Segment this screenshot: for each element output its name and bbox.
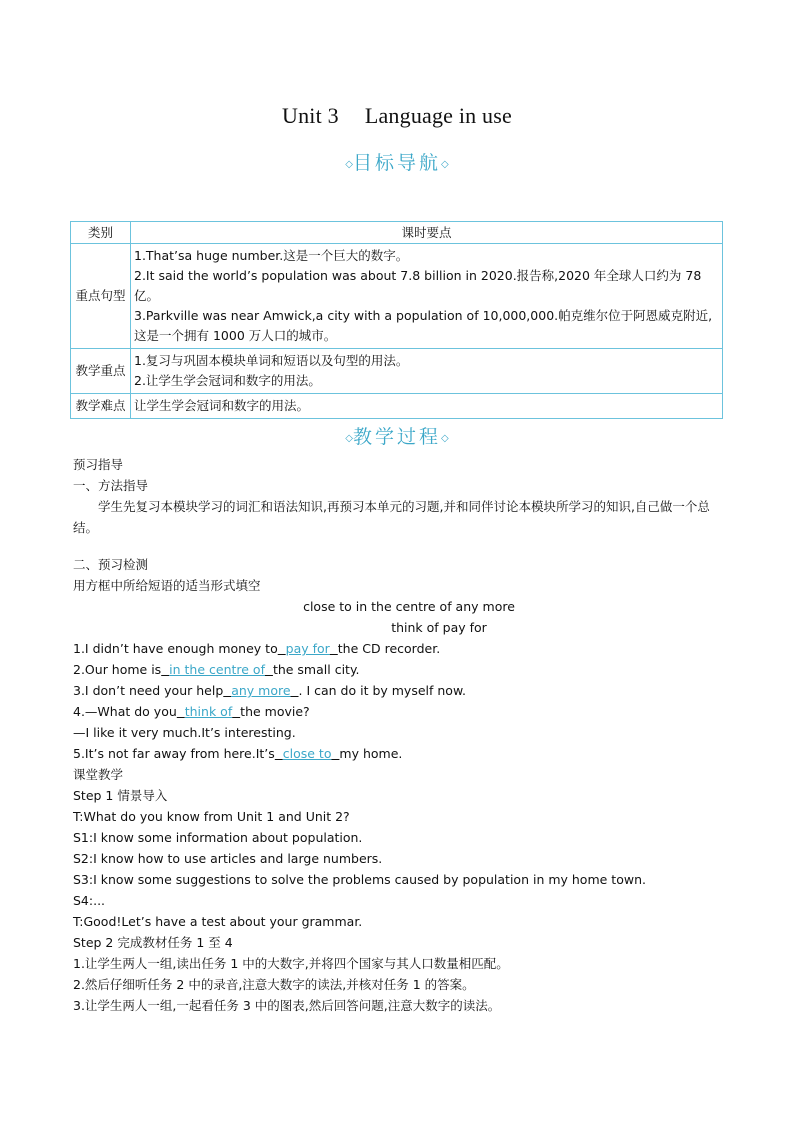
question-text: 3.I don’t need your help — [73, 683, 224, 698]
answer-text: pay for — [285, 641, 330, 656]
row-label: 教学重点 — [71, 349, 131, 394]
lesson-body — [73, 454, 725, 1016]
word-box-line-2: think of pay for — [391, 620, 487, 635]
answer-text: in the centre of — [169, 662, 265, 677]
question-text: the small city. — [272, 662, 360, 677]
preview-heading: 预习指导 — [73, 457, 124, 472]
answer-text: any more — [231, 683, 291, 698]
diamond-icon: ◇ — [441, 433, 449, 444]
question-text: 5.It’s not far away from here.It’s — [73, 746, 275, 761]
step-1-title: Step 1 情景导入 — [73, 788, 168, 803]
dialog-line: S1:I know some information about population. — [73, 830, 363, 845]
preview-check-title: 二、预习检测 — [73, 557, 149, 572]
exercise-instruction: 用方框中所给短语的适当形式填空 — [73, 578, 261, 593]
dialog-line: S4:... — [73, 893, 106, 908]
exercise-question-3 — [73, 680, 725, 701]
question-text: 4.—What do you — [73, 704, 177, 719]
row-line: 3.Parkville was near Amwick,a city with a population of 10,000,000.帕克维尔位于阿恩威克附近,这是一个拥有 1000 万人口的城市。 — [134, 308, 713, 343]
lesson-points-table — [70, 221, 723, 419]
row-content — [131, 394, 723, 419]
question-text: my home. — [339, 746, 403, 761]
table-row — [71, 349, 723, 394]
dialog-line: T:What do you know from Unit 1 and Unit 2? — [73, 809, 350, 824]
task-item: 1.让学生两人一组,读出任务 1 中的大数字,并将四个国家与其人口数量相匹配。 — [73, 956, 509, 971]
row-line: 让学生学会冠词和数字的用法。 — [134, 398, 310, 413]
title-main: Language in use — [364, 103, 512, 128]
dialog-line: S2:I know how to use articles and large numbers. — [73, 851, 383, 866]
classroom-heading: 课堂教学 — [73, 767, 124, 782]
dialog-line: T:Good!Let’s have a test about your grammar. — [73, 914, 363, 929]
exercise-question-4 — [73, 701, 725, 722]
table-row — [71, 394, 723, 419]
question-text: . I can do it by myself now. — [298, 683, 467, 698]
question-text: the CD recorder. — [337, 641, 441, 656]
question-text: 1.I didn’t have enough money to — [73, 641, 278, 656]
header-category: 类别 — [71, 222, 131, 244]
task-item: 2.然后仔细听任务 2 中的录音,注意大数字的读法,并核对任务 1 的答案。 — [73, 977, 475, 992]
document-title — [0, 103, 794, 129]
diamond-icon: ◇ — [441, 159, 449, 170]
section-heading-process — [0, 422, 794, 449]
dialog-line: S3:I know some suggestions to solve the problems caused by population in my home town. — [73, 872, 646, 887]
row-label: 教学难点 — [71, 394, 131, 419]
answer-text: think of — [184, 704, 233, 719]
exercise-question-5 — [73, 743, 725, 764]
table-header-row — [71, 222, 723, 244]
exercise-question-2 — [73, 659, 725, 680]
section-title: 教学过程 — [352, 426, 441, 448]
exercise-question-4-reply: —I like it very much.It’s interesting. — [73, 725, 296, 740]
row-line: 1.That’sa huge number.这是一个巨大的数字。 — [134, 248, 409, 263]
task-item: 3.让学生两人一组,一起看任务 3 中的图表,然后回答问题,注意大数字的读法。 — [73, 998, 501, 1013]
step-2-title: Step 2 完成教材任务 1 至 4 — [73, 935, 233, 950]
row-line: 2.让学生学会冠词和数字的用法。 — [134, 373, 321, 388]
answer-text: close to — [282, 746, 332, 761]
method-guide-title: 一、方法指导 — [73, 478, 149, 493]
row-content — [131, 349, 723, 394]
diamond-icon: ◇ — [345, 159, 353, 170]
word-box-line-1: close to in the centre of any more — [303, 599, 515, 614]
question-text: the movie? — [240, 704, 310, 719]
row-line: 1.复习与巩固本模块单词和短语以及句型的用法。 — [134, 353, 409, 368]
section-heading-goals — [0, 148, 794, 175]
question-text: 2.Our home is — [73, 662, 162, 677]
diamond-icon: ◇ — [345, 433, 353, 444]
method-guide-text: 学生先复习本模块学习的词汇和语法知识,再预习本单元的习题,并和同伴讨论本模块所学习的知识,自己做一个总结。 — [73, 499, 710, 535]
row-content — [131, 244, 723, 349]
header-key-points: 课时要点 — [131, 222, 723, 244]
row-line: 2.It said the world’s population was about 7.8 billion in 2020.报告称,2020 年全球人口约为 78 亿。 — [134, 268, 702, 303]
title-unit: Unit 3 — [282, 103, 339, 128]
exercise-question-1 — [73, 638, 725, 659]
row-label: 重点句型 — [71, 244, 131, 349]
table-row — [71, 244, 723, 349]
section-title: 目标导航 — [352, 152, 441, 174]
